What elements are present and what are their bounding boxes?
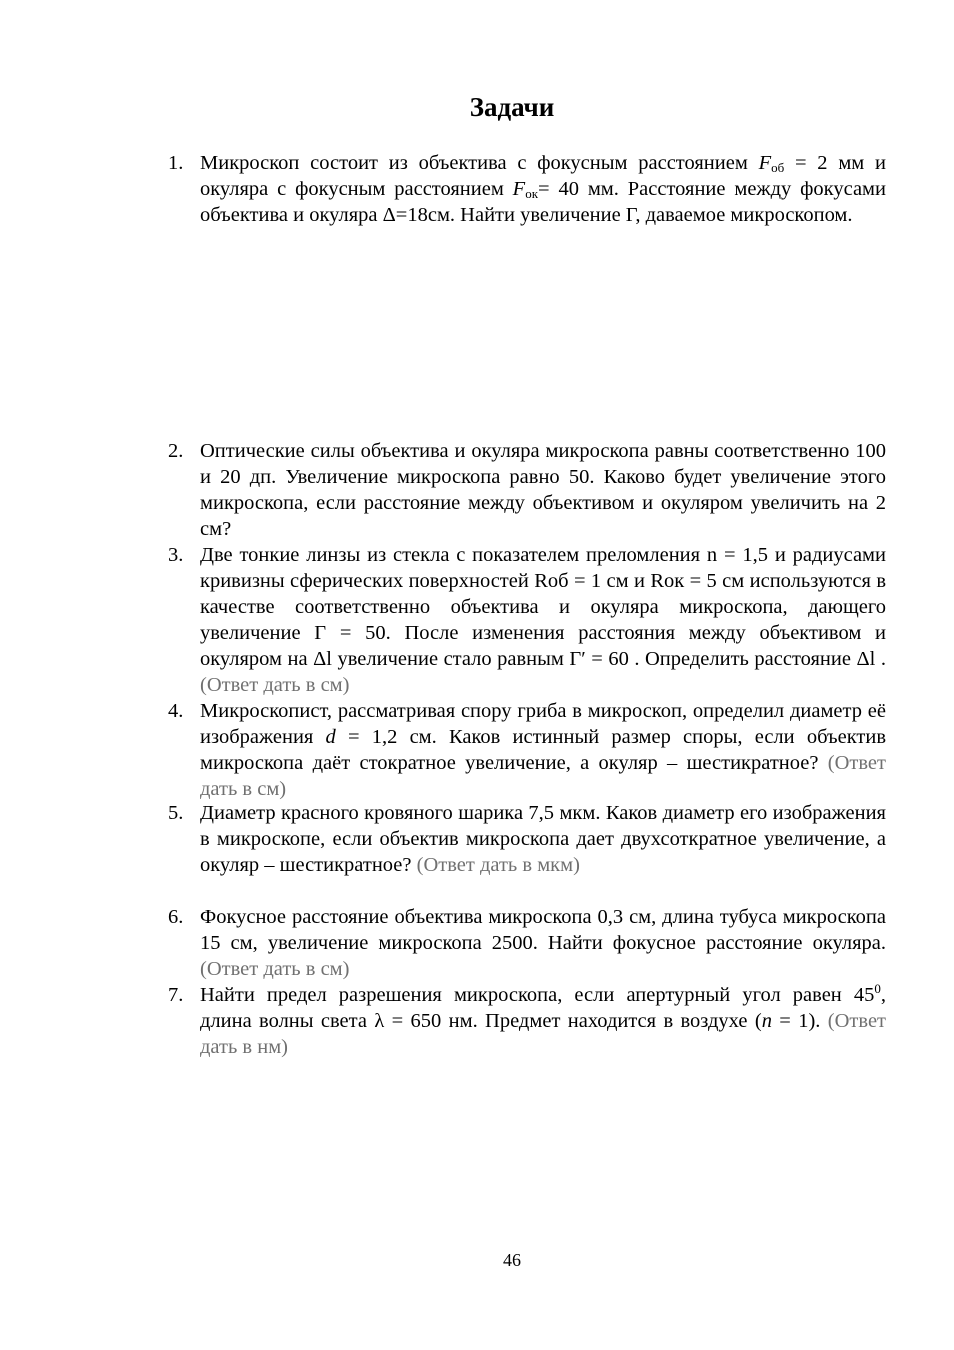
problem-text: Оптические силы объектива и окуляра микроскопа равны соответственно 100 и 20 дп. Увеличение микроскопа равно 50. Каково будет увеличение этого микроскопа, если расстояние между объективом и окуляром увеличить на 2 см? [200, 440, 886, 540]
problem-6 [168, 904, 886, 982]
answer-hint: (Ответ дать в см) [200, 958, 350, 980]
page-title: Задачи [469, 92, 555, 122]
problem-5 [168, 800, 886, 878]
problem-text: Фокусное расстояние объектива микроскопа 0,3 см, длина тубуса микроскопа 15 см, увеличение микроскопа 2500. Найти фокусное расстояние окуляра. (Ответ дать в см) [200, 906, 886, 980]
problem-text: Микроскоп состоит из объектива с фокусным расстоянием $F_{об} = 2$ мм и окуляра с фокусным расстоянием $F_{ок}= 40$ мм. Расстояние между фокусами объектива и окуляра Δ=18см. Найти увеличение Г, даваемое микроскопом. [200, 152, 887, 226]
problem-number: 2. [168, 440, 184, 462]
problem-text: Две тонкие линзы из стекла с показателем преломления n = 1,5 и радиусами кривизны сферических поверхностей Rоб = 1 см и Rок = 5 см используются в качестве соответственно объектива и окуляра микроскопа, дающего увеличение Г = 50. После изменения расстояния между объективом и окуляром на Δl увеличение стало равным Г′ = 60 . Определить расстояние Δl . (Ответ дать в см) [200, 544, 886, 696]
problem-text: Найти предел разрешения микроскопа, если апертурный угол равен $45^0$, длина волны света λ = 650 нм. Предмет находится в воздухе (n = 1). (Ответ дать в нм) [200, 981, 886, 1058]
problem-number: 4. [168, 700, 184, 722]
answer-hint: (Ответ дать в см) [200, 674, 350, 696]
problem-7 [168, 982, 886, 1060]
problem-number: 5. [168, 802, 184, 824]
problem-number: 3. [168, 544, 184, 566]
problem-number: 1. [168, 152, 184, 174]
problem-text: Диаметр красного кровяного шарика 7,5 мкм. Каков диаметр его изображения в микроскопе, если объектив микроскопа дает двухсоткратное увеличение, а окуляр – шестикратное? (Ответ дать в мкм) [200, 802, 886, 876]
answer-hint: (Ответ дать в см) [200, 752, 886, 800]
answer-hint: (Ответ дать в мкм) [411, 854, 580, 876]
problem-number: 6. [168, 906, 184, 928]
problem-3 [168, 542, 886, 698]
problem-2 [168, 438, 886, 542]
answer-hint: (Ответ дать в нм) [200, 1010, 886, 1058]
problem-number: 7. [168, 984, 184, 1006]
problem-4 [168, 698, 886, 802]
problem-1 [168, 150, 886, 228]
page-number: 46 [503, 1250, 521, 1270]
problem-text: Микроскопист, рассматривая спору гриба в микроскоп, определил диаметр её изображения d = 1,2 см. Каков истинный размер споры, если объектив микроскопа даёт стократное увеличение, а окуляр – шестикратное? (Ответ дать в см) [200, 700, 886, 800]
